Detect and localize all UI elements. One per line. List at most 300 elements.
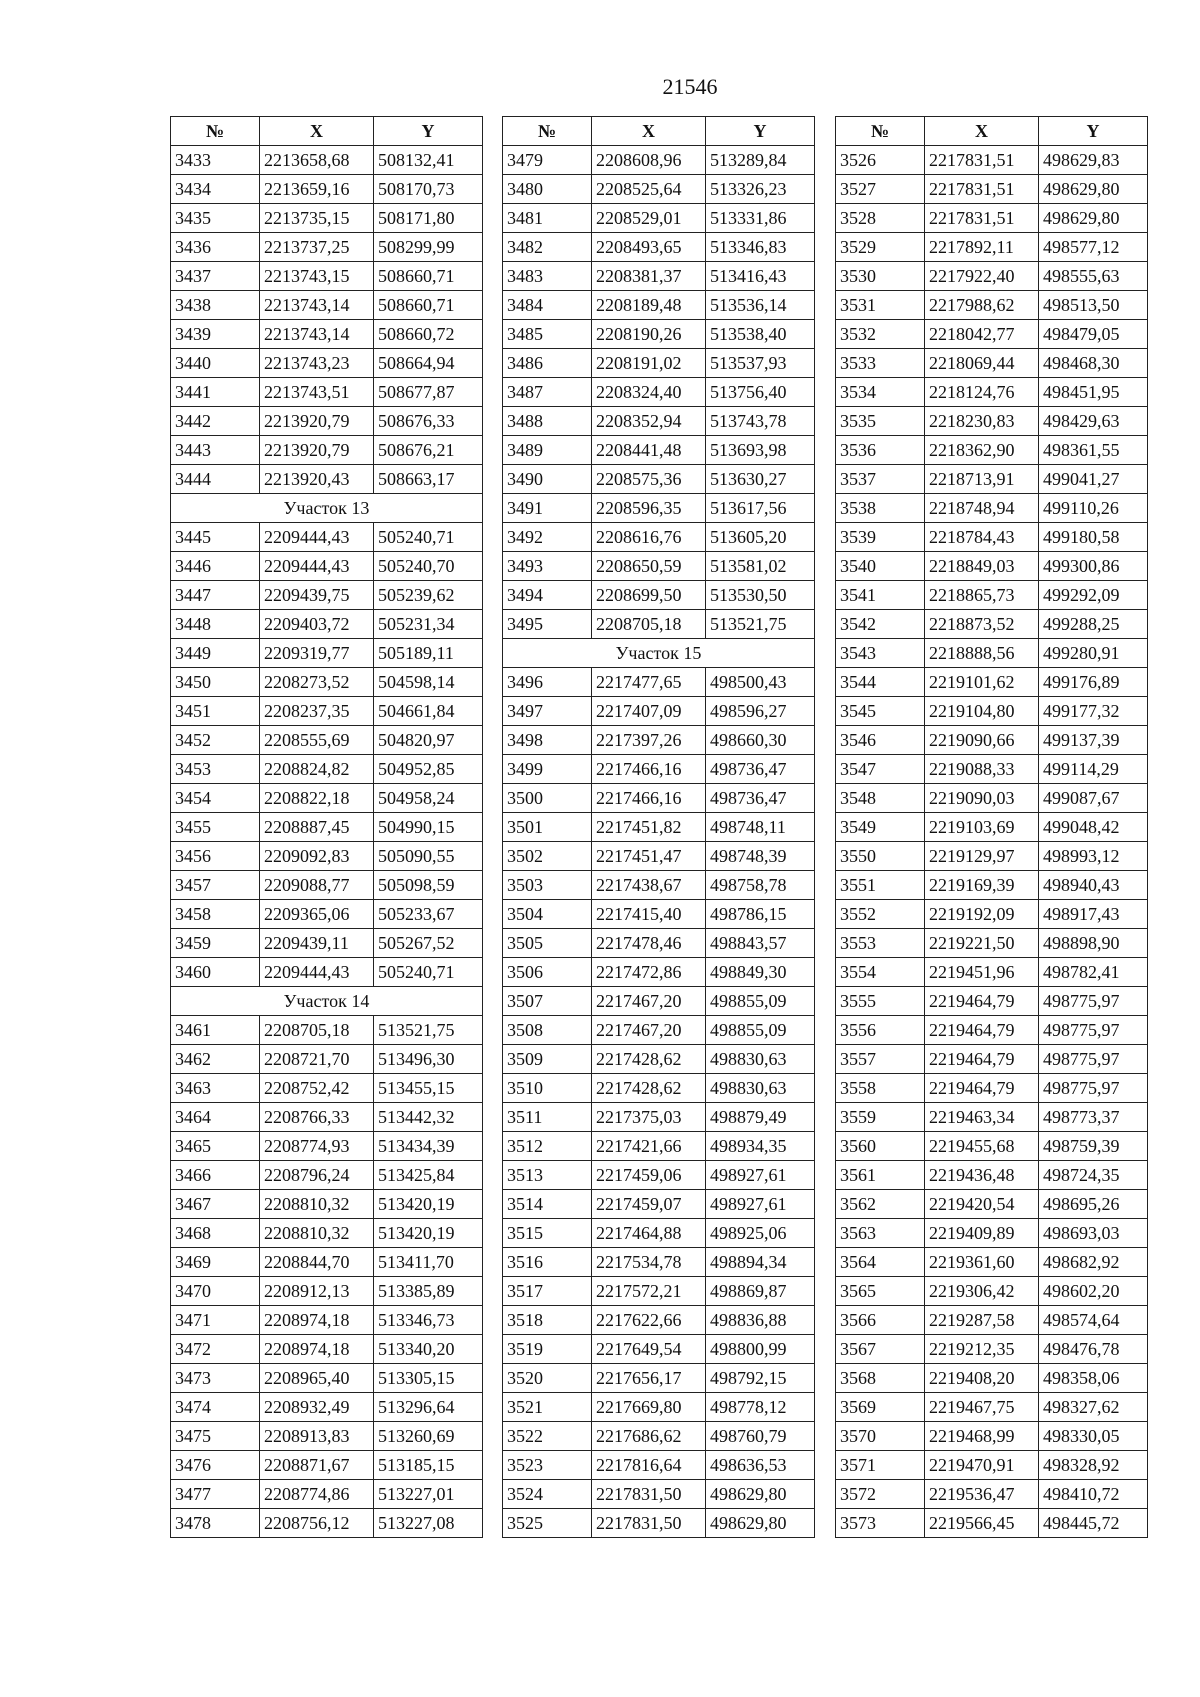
x-coordinate: 2208596,35 bbox=[592, 494, 706, 523]
y-coordinate: 504958,24 bbox=[374, 784, 483, 813]
y-coordinate: 498660,30 bbox=[706, 726, 815, 755]
x-coordinate: 2213737,25 bbox=[260, 233, 374, 262]
y-coordinate: 513346,83 bbox=[706, 233, 815, 262]
y-coordinate: 498451,95 bbox=[1039, 378, 1148, 407]
table-row bbox=[171, 320, 483, 349]
table-row bbox=[171, 436, 483, 465]
y-coordinate: 513521,75 bbox=[374, 1016, 483, 1045]
table-row bbox=[171, 262, 483, 291]
table-row bbox=[171, 1277, 483, 1306]
x-coordinate: 2208237,35 bbox=[260, 697, 374, 726]
y-coordinate: 498925,06 bbox=[706, 1219, 815, 1248]
point-number: 3503 bbox=[503, 871, 592, 900]
table-row bbox=[836, 349, 1148, 378]
x-coordinate: 2217572,21 bbox=[592, 1277, 706, 1306]
point-number: 3521 bbox=[503, 1393, 592, 1422]
y-coordinate: 508171,80 bbox=[374, 204, 483, 233]
table-header-row bbox=[836, 117, 1148, 146]
y-coordinate: 513630,27 bbox=[706, 465, 815, 494]
y-coordinate: 499288,25 bbox=[1039, 610, 1148, 639]
x-coordinate: 2219101,62 bbox=[925, 668, 1039, 697]
point-number: 3563 bbox=[836, 1219, 925, 1248]
x-coordinate: 2208191,02 bbox=[592, 349, 706, 378]
x-coordinate: 2217459,06 bbox=[592, 1161, 706, 1190]
x-coordinate: 2218784,43 bbox=[925, 523, 1039, 552]
point-number: 3528 bbox=[836, 204, 925, 233]
y-coordinate: 499048,42 bbox=[1039, 813, 1148, 842]
point-number: 3548 bbox=[836, 784, 925, 813]
y-coordinate: 513756,40 bbox=[706, 378, 815, 407]
point-number: 3447 bbox=[171, 581, 260, 610]
table-row bbox=[171, 958, 483, 987]
x-coordinate: 2217831,50 bbox=[592, 1509, 706, 1538]
x-coordinate: 2217451,82 bbox=[592, 813, 706, 842]
y-coordinate: 499180,58 bbox=[1039, 523, 1148, 552]
table-row bbox=[503, 784, 815, 813]
y-coordinate: 513425,84 bbox=[374, 1161, 483, 1190]
table-row bbox=[503, 1016, 815, 1045]
y-coordinate: 513185,15 bbox=[374, 1451, 483, 1480]
table-row bbox=[171, 1219, 483, 1248]
x-coordinate: 2217478,46 bbox=[592, 929, 706, 958]
y-coordinate: 508299,99 bbox=[374, 233, 483, 262]
x-coordinate: 2219090,03 bbox=[925, 784, 1039, 813]
x-coordinate: 2209319,77 bbox=[260, 639, 374, 668]
y-coordinate: 513420,19 bbox=[374, 1219, 483, 1248]
table-row bbox=[503, 465, 815, 494]
x-coordinate: 2218362,90 bbox=[925, 436, 1039, 465]
x-coordinate: 2217472,86 bbox=[592, 958, 706, 987]
y-coordinate: 508170,73 bbox=[374, 175, 483, 204]
table-row bbox=[503, 175, 815, 204]
table-row bbox=[171, 1016, 483, 1045]
point-number: 3542 bbox=[836, 610, 925, 639]
x-coordinate: 2217831,51 bbox=[925, 175, 1039, 204]
y-coordinate: 498898,90 bbox=[1039, 929, 1148, 958]
x-coordinate: 2219464,79 bbox=[925, 1045, 1039, 1074]
point-number: 3461 bbox=[171, 1016, 260, 1045]
y-coordinate: 498760,79 bbox=[706, 1422, 815, 1451]
table-row bbox=[503, 523, 815, 552]
point-number: 3527 bbox=[836, 175, 925, 204]
y-coordinate: 508676,33 bbox=[374, 407, 483, 436]
y-coordinate: 498476,78 bbox=[1039, 1335, 1148, 1364]
x-coordinate: 2219470,91 bbox=[925, 1451, 1039, 1480]
x-coordinate: 2218230,83 bbox=[925, 407, 1039, 436]
x-coordinate: 2219463,34 bbox=[925, 1103, 1039, 1132]
y-coordinate: 498629,80 bbox=[706, 1509, 815, 1538]
point-number: 3466 bbox=[171, 1161, 260, 1190]
x-coordinate: 2218873,52 bbox=[925, 610, 1039, 639]
x-coordinate: 2209444,43 bbox=[260, 958, 374, 987]
table-row bbox=[836, 1016, 1148, 1045]
x-coordinate: 2217656,17 bbox=[592, 1364, 706, 1393]
table-row bbox=[503, 1161, 815, 1190]
header-y: Y bbox=[374, 117, 483, 146]
x-coordinate: 2217428,62 bbox=[592, 1074, 706, 1103]
x-coordinate: 2208441,48 bbox=[592, 436, 706, 465]
table-row bbox=[503, 697, 815, 726]
table-row bbox=[171, 175, 483, 204]
x-coordinate: 2209444,43 bbox=[260, 523, 374, 552]
y-coordinate: 498636,53 bbox=[706, 1451, 815, 1480]
y-coordinate: 498836,88 bbox=[706, 1306, 815, 1335]
y-coordinate: 498577,12 bbox=[1039, 233, 1148, 262]
y-coordinate: 513260,69 bbox=[374, 1422, 483, 1451]
x-coordinate: 2217438,67 bbox=[592, 871, 706, 900]
point-number: 3514 bbox=[503, 1190, 592, 1219]
x-coordinate: 2208189,48 bbox=[592, 291, 706, 320]
table-row bbox=[171, 1248, 483, 1277]
point-number: 3568 bbox=[836, 1364, 925, 1393]
y-coordinate: 498855,09 bbox=[706, 1016, 815, 1045]
y-coordinate: 498724,35 bbox=[1039, 1161, 1148, 1190]
point-number: 3559 bbox=[836, 1103, 925, 1132]
x-coordinate: 2219088,33 bbox=[925, 755, 1039, 784]
table-row bbox=[503, 1190, 815, 1219]
x-coordinate: 2219212,35 bbox=[925, 1335, 1039, 1364]
y-coordinate: 505240,70 bbox=[374, 552, 483, 581]
y-coordinate: 498758,78 bbox=[706, 871, 815, 900]
table-row bbox=[836, 204, 1148, 233]
table-row bbox=[171, 1451, 483, 1480]
x-coordinate: 2208932,49 bbox=[260, 1393, 374, 1422]
x-coordinate: 2213743,23 bbox=[260, 349, 374, 378]
point-number: 3476 bbox=[171, 1451, 260, 1480]
point-number: 3436 bbox=[171, 233, 260, 262]
x-coordinate: 2213920,79 bbox=[260, 407, 374, 436]
x-coordinate: 2219420,54 bbox=[925, 1190, 1039, 1219]
table-row bbox=[503, 1393, 815, 1422]
x-coordinate: 2219566,45 bbox=[925, 1509, 1039, 1538]
x-coordinate: 2219103,69 bbox=[925, 813, 1039, 842]
table-row bbox=[503, 987, 815, 1016]
table-row bbox=[836, 987, 1148, 1016]
y-coordinate: 498940,43 bbox=[1039, 871, 1148, 900]
x-coordinate: 2208756,12 bbox=[260, 1509, 374, 1538]
point-number: 3480 bbox=[503, 175, 592, 204]
x-coordinate: 2213659,16 bbox=[260, 175, 374, 204]
point-number: 3507 bbox=[503, 987, 592, 1016]
x-coordinate: 2208721,70 bbox=[260, 1045, 374, 1074]
table-row bbox=[171, 697, 483, 726]
x-coordinate: 2217534,78 bbox=[592, 1248, 706, 1277]
x-coordinate: 2219436,48 bbox=[925, 1161, 1039, 1190]
point-number: 3520 bbox=[503, 1364, 592, 1393]
point-number: 3474 bbox=[171, 1393, 260, 1422]
point-number: 3439 bbox=[171, 320, 260, 349]
table-row bbox=[836, 871, 1148, 900]
x-coordinate: 2213920,79 bbox=[260, 436, 374, 465]
table-row bbox=[836, 494, 1148, 523]
point-number: 3473 bbox=[171, 1364, 260, 1393]
y-coordinate: 508677,87 bbox=[374, 378, 483, 407]
table-row bbox=[836, 842, 1148, 871]
y-coordinate: 513340,20 bbox=[374, 1335, 483, 1364]
table-row bbox=[836, 813, 1148, 842]
coordinates-table-2 bbox=[502, 116, 815, 1538]
table-row bbox=[503, 436, 815, 465]
x-coordinate: 2219192,09 bbox=[925, 900, 1039, 929]
x-coordinate: 2208324,40 bbox=[592, 378, 706, 407]
x-coordinate: 2218748,94 bbox=[925, 494, 1039, 523]
table-row bbox=[171, 407, 483, 436]
table-row bbox=[503, 320, 815, 349]
x-coordinate: 2213920,43 bbox=[260, 465, 374, 494]
x-coordinate: 2213735,15 bbox=[260, 204, 374, 233]
point-number: 3534 bbox=[836, 378, 925, 407]
point-number: 3512 bbox=[503, 1132, 592, 1161]
x-coordinate: 2208774,86 bbox=[260, 1480, 374, 1509]
x-coordinate: 2213743,15 bbox=[260, 262, 374, 291]
point-number: 3506 bbox=[503, 958, 592, 987]
y-coordinate: 498927,61 bbox=[706, 1190, 815, 1219]
point-number: 3435 bbox=[171, 204, 260, 233]
table-row bbox=[836, 1161, 1148, 1190]
point-number: 3472 bbox=[171, 1335, 260, 1364]
coordinates-table-3 bbox=[835, 116, 1148, 1538]
x-coordinate: 2208974,18 bbox=[260, 1306, 374, 1335]
point-number: 3516 bbox=[503, 1248, 592, 1277]
x-coordinate: 2208493,65 bbox=[592, 233, 706, 262]
x-coordinate: 2209088,77 bbox=[260, 871, 374, 900]
table-row bbox=[836, 1364, 1148, 1393]
table-row bbox=[836, 755, 1148, 784]
y-coordinate: 505090,55 bbox=[374, 842, 483, 871]
point-number: 3478 bbox=[171, 1509, 260, 1538]
y-coordinate: 498855,09 bbox=[706, 987, 815, 1016]
point-number: 3502 bbox=[503, 842, 592, 871]
x-coordinate: 2209444,43 bbox=[260, 552, 374, 581]
x-coordinate: 2208974,18 bbox=[260, 1335, 374, 1364]
y-coordinate: 505240,71 bbox=[374, 958, 483, 987]
point-number: 3519 bbox=[503, 1335, 592, 1364]
y-coordinate: 498468,30 bbox=[1039, 349, 1148, 378]
y-coordinate: 498410,72 bbox=[1039, 1480, 1148, 1509]
x-coordinate: 2219221,50 bbox=[925, 929, 1039, 958]
point-number: 3455 bbox=[171, 813, 260, 842]
y-coordinate: 505189,11 bbox=[374, 639, 483, 668]
y-coordinate: 498429,63 bbox=[1039, 407, 1148, 436]
x-coordinate: 2217466,16 bbox=[592, 755, 706, 784]
y-coordinate: 498927,61 bbox=[706, 1161, 815, 1190]
table-row bbox=[836, 1103, 1148, 1132]
y-coordinate: 513385,89 bbox=[374, 1277, 483, 1306]
point-number: 3486 bbox=[503, 349, 592, 378]
x-coordinate: 2209439,75 bbox=[260, 581, 374, 610]
x-coordinate: 2209092,83 bbox=[260, 842, 374, 871]
y-coordinate: 499280,91 bbox=[1039, 639, 1148, 668]
table-row bbox=[836, 465, 1148, 494]
table-row bbox=[171, 204, 483, 233]
table-row bbox=[503, 755, 815, 784]
x-coordinate: 2209439,11 bbox=[260, 929, 374, 958]
point-number: 3526 bbox=[836, 146, 925, 175]
x-coordinate: 2217686,62 bbox=[592, 1422, 706, 1451]
x-coordinate: 2217831,50 bbox=[592, 1480, 706, 1509]
table-row bbox=[171, 146, 483, 175]
point-number: 3493 bbox=[503, 552, 592, 581]
y-coordinate: 498358,06 bbox=[1039, 1364, 1148, 1393]
point-number: 3444 bbox=[171, 465, 260, 494]
y-coordinate: 498629,80 bbox=[1039, 204, 1148, 233]
point-number: 3508 bbox=[503, 1016, 592, 1045]
y-coordinate: 513496,30 bbox=[374, 1045, 483, 1074]
point-number: 3494 bbox=[503, 581, 592, 610]
table-row bbox=[836, 552, 1148, 581]
table-row bbox=[836, 1248, 1148, 1277]
header-y: Y bbox=[1039, 117, 1148, 146]
table-row bbox=[836, 1190, 1148, 1219]
y-coordinate: 498748,11 bbox=[706, 813, 815, 842]
table-row bbox=[836, 146, 1148, 175]
y-coordinate: 513227,01 bbox=[374, 1480, 483, 1509]
x-coordinate: 2217466,16 bbox=[592, 784, 706, 813]
y-coordinate: 513346,73 bbox=[374, 1306, 483, 1335]
table-row bbox=[503, 929, 815, 958]
point-number: 3450 bbox=[171, 668, 260, 697]
x-coordinate: 2218865,73 bbox=[925, 581, 1039, 610]
point-number: 3562 bbox=[836, 1190, 925, 1219]
x-coordinate: 2217892,11 bbox=[925, 233, 1039, 262]
point-number: 3451 bbox=[171, 697, 260, 726]
header-num: № bbox=[171, 117, 260, 146]
point-number: 3541 bbox=[836, 581, 925, 610]
table-row bbox=[503, 552, 815, 581]
x-coordinate: 2217669,80 bbox=[592, 1393, 706, 1422]
point-number: 3458 bbox=[171, 900, 260, 929]
section-row bbox=[171, 987, 483, 1016]
x-coordinate: 2219467,75 bbox=[925, 1393, 1039, 1422]
x-coordinate: 2217375,03 bbox=[592, 1103, 706, 1132]
y-coordinate: 498500,43 bbox=[706, 668, 815, 697]
point-number: 3543 bbox=[836, 639, 925, 668]
point-number: 3530 bbox=[836, 262, 925, 291]
point-number: 3438 bbox=[171, 291, 260, 320]
table-row bbox=[503, 842, 815, 871]
y-coordinate: 498869,87 bbox=[706, 1277, 815, 1306]
y-coordinate: 498879,49 bbox=[706, 1103, 815, 1132]
x-coordinate: 2219287,58 bbox=[925, 1306, 1039, 1335]
table-row bbox=[836, 726, 1148, 755]
point-number: 3496 bbox=[503, 668, 592, 697]
point-number: 3490 bbox=[503, 465, 592, 494]
y-coordinate: 513536,14 bbox=[706, 291, 815, 320]
y-coordinate: 499114,29 bbox=[1039, 755, 1148, 784]
y-coordinate: 499176,89 bbox=[1039, 668, 1148, 697]
point-number: 3460 bbox=[171, 958, 260, 987]
table-row bbox=[836, 1335, 1148, 1364]
table-row bbox=[503, 1451, 815, 1480]
point-number: 3459 bbox=[171, 929, 260, 958]
point-number: 3557 bbox=[836, 1045, 925, 1074]
y-coordinate: 498327,62 bbox=[1039, 1393, 1148, 1422]
y-coordinate: 513743,78 bbox=[706, 407, 815, 436]
x-coordinate: 2217451,47 bbox=[592, 842, 706, 871]
table-row bbox=[503, 494, 815, 523]
point-number: 3535 bbox=[836, 407, 925, 436]
section-row bbox=[503, 639, 815, 668]
point-number: 3536 bbox=[836, 436, 925, 465]
table-row bbox=[503, 407, 815, 436]
x-coordinate: 2217477,65 bbox=[592, 668, 706, 697]
table-row bbox=[836, 1132, 1148, 1161]
table-row bbox=[503, 146, 815, 175]
y-coordinate: 513455,15 bbox=[374, 1074, 483, 1103]
x-coordinate: 2218849,03 bbox=[925, 552, 1039, 581]
y-coordinate: 505239,62 bbox=[374, 581, 483, 610]
point-number: 3524 bbox=[503, 1480, 592, 1509]
coordinates-table-1 bbox=[170, 116, 483, 1538]
point-number: 3497 bbox=[503, 697, 592, 726]
point-number: 3567 bbox=[836, 1335, 925, 1364]
point-number: 3540 bbox=[836, 552, 925, 581]
header-y: Y bbox=[706, 117, 815, 146]
x-coordinate: 2208822,18 bbox=[260, 784, 374, 813]
point-number: 3546 bbox=[836, 726, 925, 755]
table-row bbox=[836, 900, 1148, 929]
y-coordinate: 498830,63 bbox=[706, 1074, 815, 1103]
point-number: 3551 bbox=[836, 871, 925, 900]
table-row bbox=[171, 755, 483, 784]
table-row bbox=[171, 378, 483, 407]
table-row bbox=[503, 1422, 815, 1451]
y-coordinate: 498513,50 bbox=[1039, 291, 1148, 320]
table-header-row bbox=[171, 117, 483, 146]
table-row bbox=[836, 233, 1148, 262]
section-row bbox=[171, 494, 483, 523]
table-row bbox=[503, 900, 815, 929]
point-number: 3564 bbox=[836, 1248, 925, 1277]
table-row bbox=[503, 958, 815, 987]
table-row bbox=[171, 349, 483, 378]
point-number: 3545 bbox=[836, 697, 925, 726]
x-coordinate: 2208965,40 bbox=[260, 1364, 374, 1393]
point-number: 3504 bbox=[503, 900, 592, 929]
x-coordinate: 2208705,18 bbox=[592, 610, 706, 639]
point-number: 3489 bbox=[503, 436, 592, 465]
y-coordinate: 508676,21 bbox=[374, 436, 483, 465]
table-row bbox=[836, 1277, 1148, 1306]
x-coordinate: 2208871,67 bbox=[260, 1451, 374, 1480]
y-coordinate: 504661,84 bbox=[374, 697, 483, 726]
table-row bbox=[836, 407, 1148, 436]
table-body bbox=[503, 146, 815, 1538]
point-number: 3571 bbox=[836, 1451, 925, 1480]
x-coordinate: 2219464,79 bbox=[925, 1016, 1039, 1045]
point-number: 3445 bbox=[171, 523, 260, 552]
point-number: 3471 bbox=[171, 1306, 260, 1335]
x-coordinate: 2208525,64 bbox=[592, 175, 706, 204]
x-coordinate: 2217464,88 bbox=[592, 1219, 706, 1248]
y-coordinate: 499137,39 bbox=[1039, 726, 1148, 755]
point-number: 3501 bbox=[503, 813, 592, 842]
point-number: 3531 bbox=[836, 291, 925, 320]
table-row bbox=[171, 1393, 483, 1422]
table-row bbox=[503, 1480, 815, 1509]
table-row bbox=[171, 1480, 483, 1509]
x-coordinate: 2208810,32 bbox=[260, 1219, 374, 1248]
y-coordinate: 498773,37 bbox=[1039, 1103, 1148, 1132]
point-number: 3509 bbox=[503, 1045, 592, 1074]
y-coordinate: 504598,14 bbox=[374, 668, 483, 697]
point-number: 3491 bbox=[503, 494, 592, 523]
point-number: 3457 bbox=[171, 871, 260, 900]
y-coordinate: 513296,64 bbox=[374, 1393, 483, 1422]
x-coordinate: 2208705,18 bbox=[260, 1016, 374, 1045]
table-row bbox=[171, 842, 483, 871]
y-coordinate: 498361,55 bbox=[1039, 436, 1148, 465]
